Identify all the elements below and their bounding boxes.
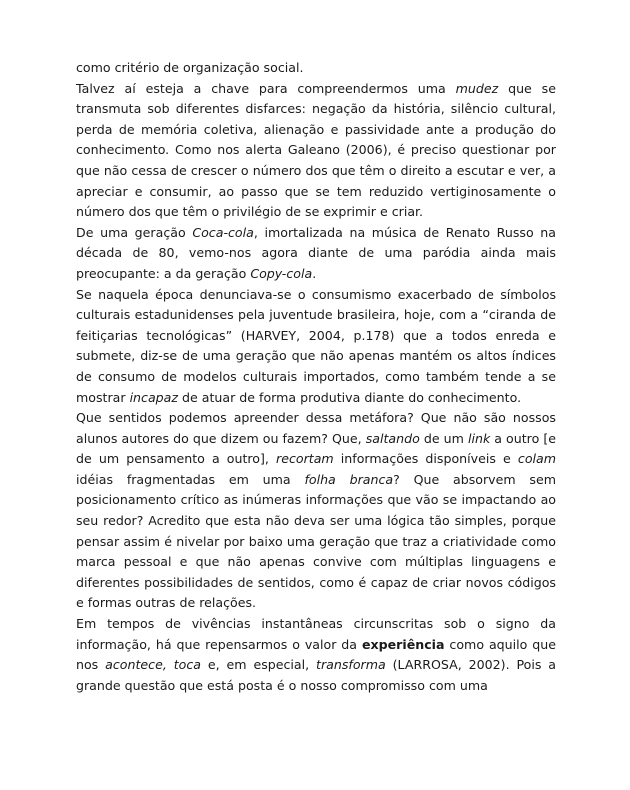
text-run: de um — [419, 430, 468, 446]
italic-text: Copy-cola — [250, 265, 313, 281]
italic-text: link — [467, 430, 491, 446]
italic-text: mudez — [455, 80, 499, 96]
italic-text: acontece, toca — [105, 657, 202, 673]
italic-text: incapaz — [129, 389, 179, 405]
document-body — [76, 58, 556, 696]
paragraph-5 — [76, 614, 556, 696]
text-run: , imortalizada na música de Renato Russo na década de 80, vemo-nos agora diante de uma paródia ainda mais preocupante: a da geração — [76, 224, 557, 281]
italic-text: colam — [517, 451, 557, 467]
text-run: informações disponíveis e — [333, 451, 518, 467]
text-run: Talvez aí esteja a chave para compreendermos uma — [76, 80, 456, 96]
bold-text: experiência — [361, 636, 445, 652]
italic-text: recortam — [276, 451, 334, 467]
italic-text: transforma — [316, 657, 386, 673]
text-run: a outro [e de um pensamento a outro], — [76, 430, 556, 467]
paragraph-3 — [76, 285, 556, 409]
text-run: de atuar de forma produtiva diante do conhecimento. — [178, 389, 522, 405]
text-run: . — [312, 265, 317, 281]
text-run: ? Que absorvem sem posicionamento crítico as inúmeras informações que vão se impactando ao seu redor? Acredito que esta não deva ser uma lógica tão simples, porque pensar assim é nivelar por baixo uma geração que traz a criatividade como marca pessoal e que não apenas convive com múltiplas linguagens e diferentes possibilidades de sentidos, como é capaz de criar novos códigos e formas outras de relações. — [76, 471, 557, 611]
text-run: De uma geração — [76, 224, 193, 240]
paragraph-0 — [76, 58, 556, 79]
italic-text: folha branca — [304, 471, 394, 487]
text-run: Se naquela época denunciava-se o consumismo exacerbado de símbolos culturais estadunidenses pela juventude brasileira, hoje, com a “ciranda de feitiçarias tecnológicas” (HARVEY, 2004, p.178) que a todos enreda e submete, diz-se de uma geração que não apenas mantém os altos índices de consumo de modelos culturais importados, como também tende a se mostrar — [76, 286, 556, 405]
text-run: idéias fragmentadas em uma — [76, 471, 305, 487]
text-run: Em tempos de vivências instantâneas circunscritas sob o signo da informação, há que repensarmos o valor da — [76, 616, 556, 652]
text-run: que se transmuta sob diferentes disfarces: negação da história, silêncio cultural, perda de memória coletiva, alienação e passividade ante a produção do conhecimento. Como nos alerta Galeano (2006), é preciso questionar por que não cessa de crescer o número dos que têm o direito a escutar e ver, a apreciar e consumir, ao passo que se tem reduzido vertiginosamente o número dos que têm o privilégio de se exprimir e criar. — [76, 80, 556, 220]
paragraph-2 — [76, 223, 556, 285]
italic-text: saltando — [365, 430, 420, 446]
text-run: como aquilo que nos — [76, 636, 557, 673]
text-run: como critério de organização social. — [76, 60, 304, 75]
italic-text: Coca-cola — [192, 224, 254, 240]
paragraph-1 — [76, 79, 556, 223]
paragraph-4 — [76, 408, 556, 614]
text-run: (LARROSA, 2002). Pois a grande questão que está posta é o nosso compromisso com uma — [76, 657, 556, 693]
text-run: e, em especial, — [201, 657, 317, 673]
text-run: Que sentidos podemos apreender dessa metáfora? Que não são nossos alunos autores do que dizem ou fazem? Que, — [76, 410, 556, 446]
